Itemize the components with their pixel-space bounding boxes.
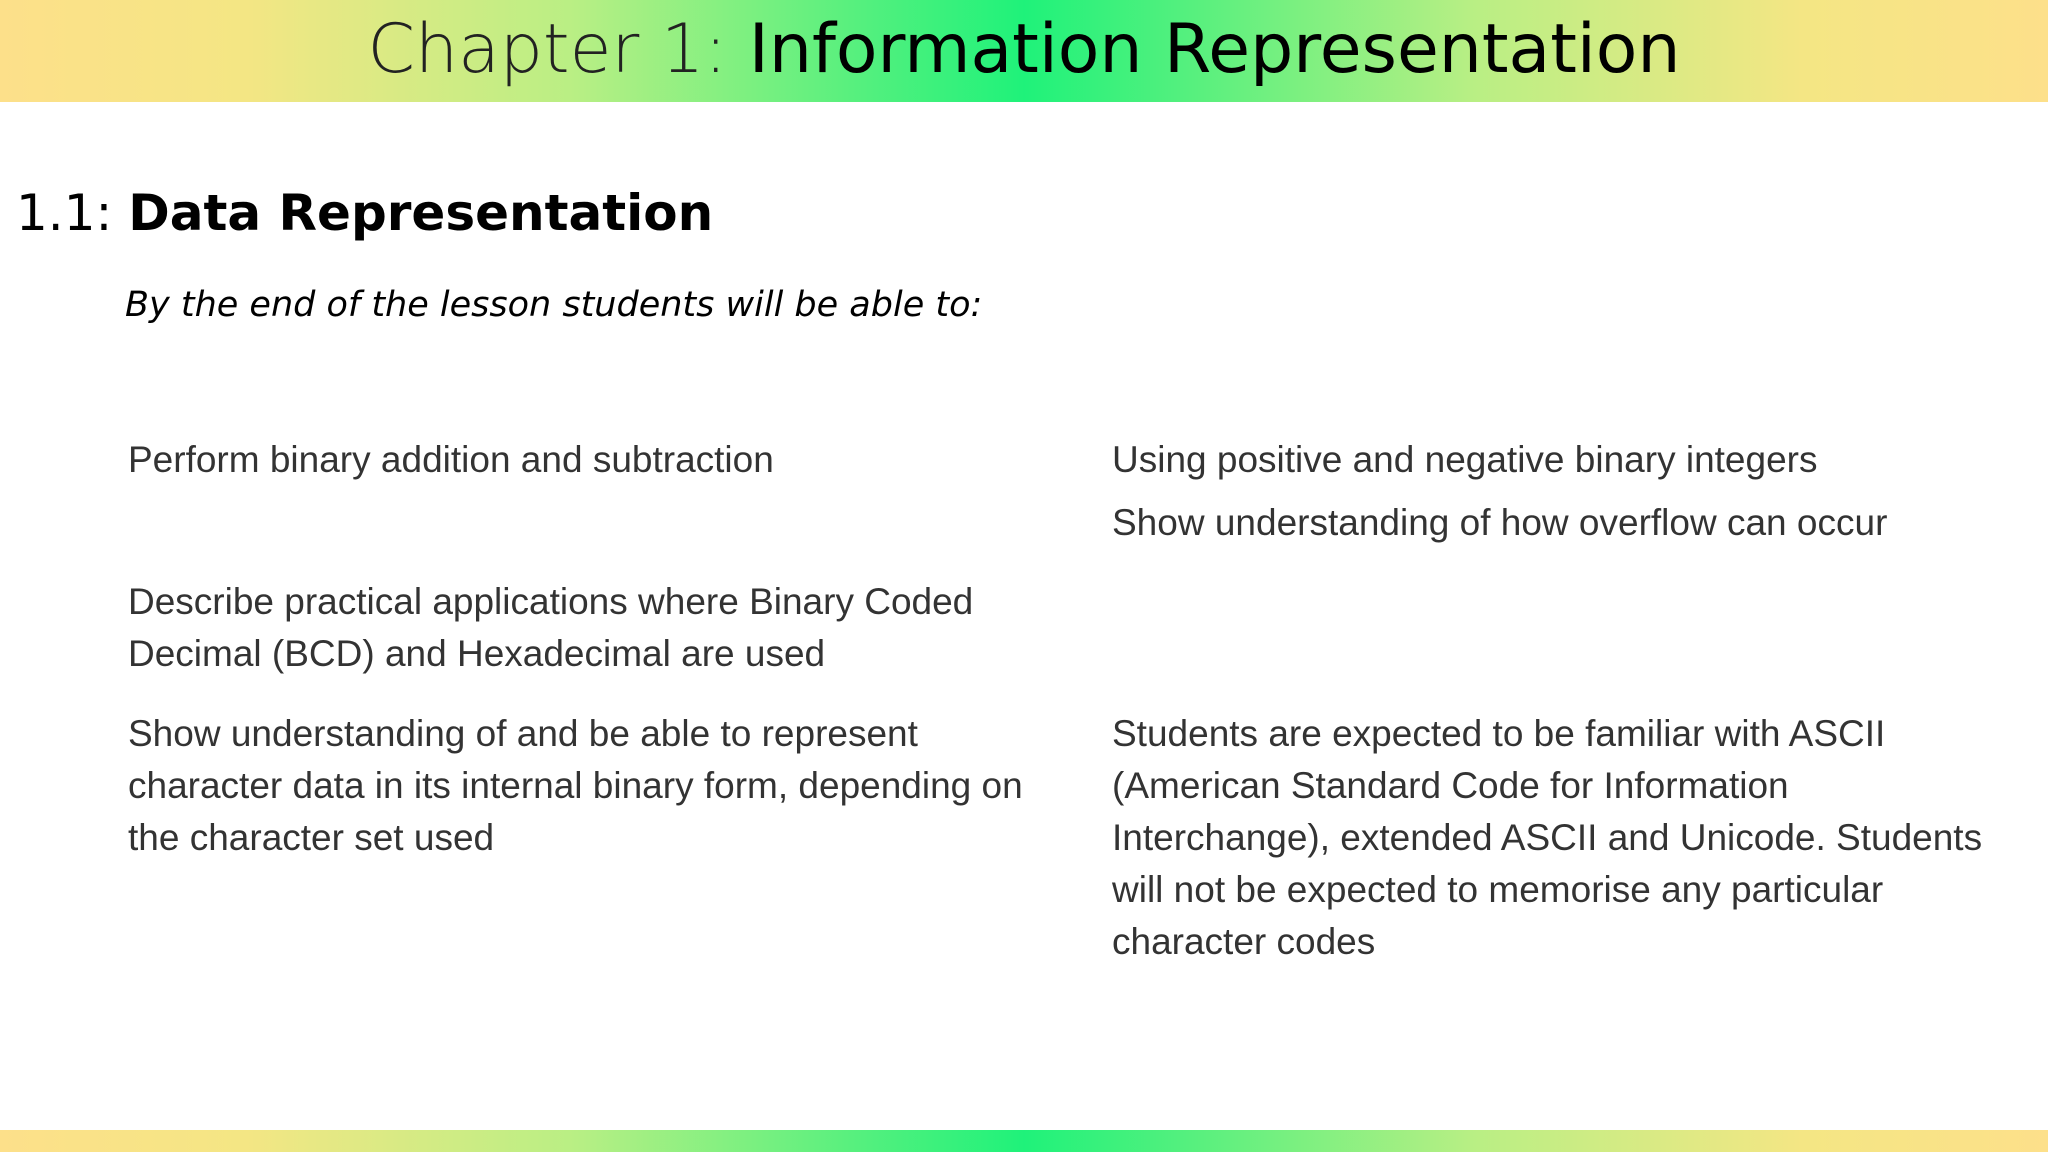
chapter-title-main: Information Representation bbox=[748, 10, 1681, 89]
section-title bbox=[16, 180, 713, 246]
chapter-title-prefix: Chapter 1: bbox=[367, 10, 749, 89]
lesson-intro: By the end of the lesson students will be able to: bbox=[125, 285, 983, 325]
footer-band bbox=[0, 1130, 2048, 1152]
objective-overflow: Show understanding of how overflow can occur bbox=[1112, 502, 1888, 543]
chapter-title bbox=[0, 4, 2048, 96]
objective-character-data: Show understanding of and be able to represent character data in its internal binary form, depending on the character set used bbox=[128, 713, 1023, 858]
objective-bcd-hexadecimal: Describe practical applications where Binary Coded Decimal (BCD) and Hexadecimal are used bbox=[128, 581, 974, 674]
objective-binary-arithmetic: Perform binary addition and subtraction bbox=[128, 439, 774, 480]
objective-signed-integers: Using positive and negative binary integers bbox=[1112, 439, 1818, 480]
section-name: Data Representation bbox=[128, 184, 714, 242]
objective-ascii-note: Students are expected to be familiar with ASCII (American Standard Code for Information Interchange), extended ASCII and Unicode. Students will not be expected to memorise any particular character codes bbox=[1112, 713, 1983, 962]
section-number: 1.1: bbox=[16, 184, 129, 242]
